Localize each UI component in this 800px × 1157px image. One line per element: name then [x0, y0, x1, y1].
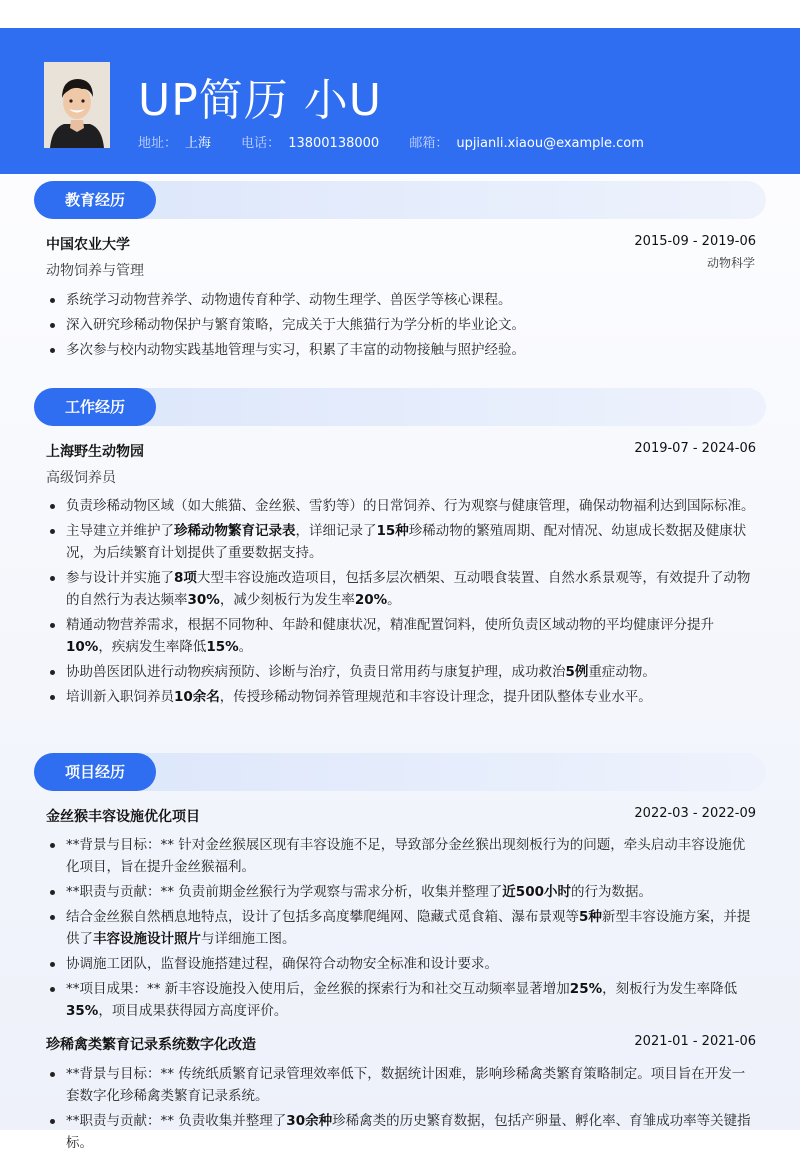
list-item: 协调施工团队，监督设施搭建过程，确保符合动物安全标准和设计要求。: [46, 953, 756, 975]
email-value: upjianli.xiaou@example.com: [456, 136, 644, 151]
education-heading: 教育经历: [34, 181, 156, 219]
address-label: 地址：: [138, 136, 178, 151]
list-item: 系统学习动物营养学、动物遗传育种学、动物生理学、兽医学等核心课程。: [46, 289, 756, 311]
list-item: 协助兽医团队进行动物疾病预防、诊断与治疗，负责日常用药与康复护理，成功救治5例重症动物。: [46, 661, 756, 683]
company-name: 上海野生动物园: [46, 444, 144, 460]
education-bullets: [46, 289, 756, 364]
profile-photo: [44, 62, 110, 148]
list-item: 参与设计并实施了8项大型丰容设施改造项目，包括多层次栖架、互动喂食装置、自然水系景观等，有效提升了动物的自然行为表达频率30%，减少刻板行为发生率20%。: [46, 567, 756, 611]
work-heading: 工作经历: [34, 388, 156, 426]
work-entry-row: [46, 441, 756, 461]
project-1-row: [46, 806, 756, 826]
list-item: 主导建立并维护了珍稀动物繁育记录表，详细记录了15种珍稀动物的繁殖周期、配对情况、幼崽成长数据及健康状况，为后续繁育计划提供了重要数据支持。: [46, 520, 756, 564]
list-item: **背景与目标：** 针对金丝猴展区现有丰容设施不足，导致部分金丝猴出现刻板行为的问题，牵头启动丰容设施优化项目，旨在提升金丝猴福利。: [46, 834, 756, 878]
major: 动物饲养与管理: [46, 263, 144, 279]
work-section-header: [34, 388, 766, 426]
list-item: 精通动物营养需求，根据不同物种、年龄和健康状况，精准配置饲料，使所负责区域动物的平均健康评分提升10%，疾病发生率降低15%。: [46, 614, 756, 658]
candidate-name: UP简历 小U: [138, 75, 382, 126]
project-1-bullets: [46, 834, 756, 1025]
address-value: 上海: [185, 136, 212, 151]
list-item: **背景与目标：** 传统纸质繁育记录管理效率低下，数据统计困难，影响珍稀禽类繁育策略制定。项目旨在开发一套数字化珍稀禽类繁育记录系统。: [46, 1063, 756, 1107]
list-item: 深入研究珍稀动物保护与繁育策略，完成关于大熊猫行为学分析的毕业论文。: [46, 314, 756, 336]
projects-section-header: [34, 753, 766, 791]
project-2-bullets: [46, 1063, 756, 1157]
email-label: 邮箱：: [409, 136, 449, 151]
projects-heading: 项目经历: [34, 753, 156, 791]
list-item: 多次参与校内动物实践基地管理与实习，积累了丰富的动物接触与照护经验。: [46, 339, 756, 361]
list-item: 培训新入职饲养员10余名，传授珍稀动物饲养管理规范和丰容设计理念，提升团队整体专业水平。: [46, 686, 756, 708]
education-section-header: [34, 181, 766, 219]
work-bullets: [46, 495, 756, 711]
email-item: [409, 136, 644, 151]
phone-item: [241, 136, 379, 151]
list-item: **项目成果：** 新丰容设施投入使用后，金丝猴的探索行为和社交互动频率显著增加25%，刻板行为发生率降低35%，项目成果获得园方高度评价。: [46, 978, 756, 1022]
list-item: 结合金丝猴自然栖息地特点，设计了包括多高度攀爬绳网、隐藏式觅食箱、瀑布景观等5种新型丰容设施方案，并提供了丰容设施设计照片与详细施工图。: [46, 906, 756, 950]
project-1-title: 金丝猴丰容设施优化项目: [46, 809, 200, 825]
list-item: **职责与贡献：** 负责收集并整理了30余种珍稀禽类的历史繁育数据，包括产卵量、孵化率、育雏成功率等关键指标。: [46, 1110, 756, 1154]
education-entry-row: [46, 234, 756, 254]
phone-value: 13800138000: [288, 136, 380, 151]
work-date: 2019-07 - 2024-06: [634, 441, 756, 456]
resume-header: [0, 28, 800, 174]
top-strip: [0, 0, 800, 28]
project-2-title: 珍稀禽类繁育记录系统数字化改造: [46, 1037, 256, 1053]
project-2-row: [46, 1034, 756, 1054]
degree-field: 动物科学: [706, 256, 755, 270]
job-role: 高级饲养员: [46, 470, 116, 486]
project-2-date: 2021-01 - 2021-06: [634, 1034, 756, 1049]
phone-label: 电话：: [241, 136, 281, 151]
contact-info: [138, 132, 670, 151]
education-date: 2015-09 - 2019-06: [634, 234, 756, 249]
project-1-date: 2022-03 - 2022-09: [634, 806, 756, 821]
school-name: 中国农业大学: [46, 237, 130, 253]
list-item: 负责珍稀动物区域（如大熊猫、金丝猴、雪豹等）的日常饲养、行为观察与健康管理，确保动物福利达到国际标准。: [46, 495, 756, 517]
address-item: [138, 136, 211, 151]
list-item: **职责与贡献：** 负责前期金丝猴行为学观察与需求分析，收集并整理了近500小时的行为数据。: [46, 881, 756, 903]
